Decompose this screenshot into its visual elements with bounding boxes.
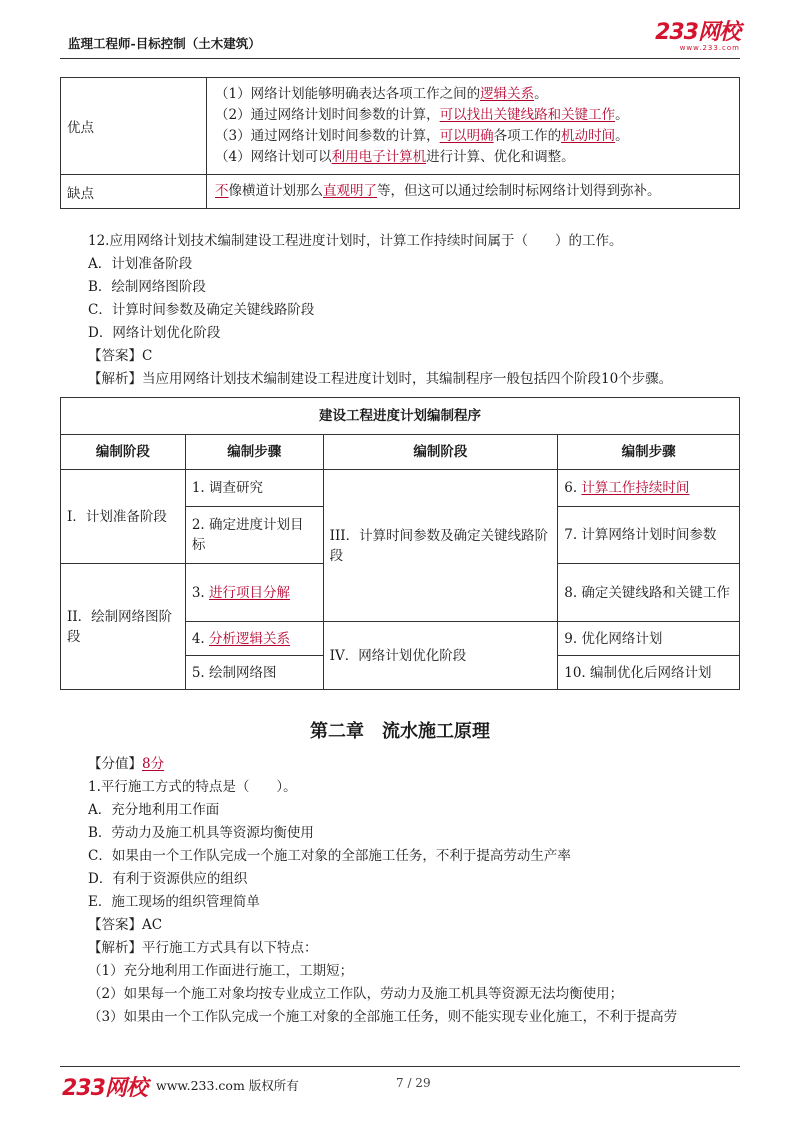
text-segment: 各项工作的 <box>493 128 562 144</box>
text-segment: （4）网络计划可以 <box>215 149 332 165</box>
step-cell <box>185 656 323 690</box>
stage-cell: IV．网络计划优化阶段 <box>323 622 558 690</box>
highlighted-text: 直观明了 <box>323 183 377 199</box>
answer: 【答案】AC <box>88 917 163 933</box>
score-value: 8分 <box>142 756 165 772</box>
text-segment: 。 <box>615 107 629 123</box>
option-b: B．劳动力及施工机具等资源均衡使用 <box>88 825 314 841</box>
option-b: B．绘制网络图阶段 <box>88 279 206 295</box>
page-footer <box>60 1066 740 1101</box>
text-segment: 8. 确定关键线路和关键工作 <box>564 584 730 601</box>
option-e: E．施工现场的组织管理简单 <box>88 894 260 910</box>
column-header: 编制阶段 <box>61 435 186 470</box>
header-title: 监理工程师-目标控制（土木建筑） <box>68 36 261 51</box>
stage-cell: III．计算时间参数及确定关键线路阶段 <box>323 470 558 622</box>
row-label: 缺点 <box>61 175 207 209</box>
highlighted-text: 进行项目分解 <box>209 584 290 601</box>
explanation: 【解析】平行施工方式具有以下特点： <box>88 940 318 956</box>
text-segment: 10. 编制优化后网络计划 <box>564 664 712 681</box>
question-12 <box>88 230 672 391</box>
stage-cell: I．计划准备阶段 <box>61 470 186 564</box>
question-1 <box>88 753 677 1029</box>
content-line <box>215 147 733 168</box>
highlighted-text: 可以明确 <box>439 128 494 144</box>
option-c: C．计算时间参数及确定关键线路阶段 <box>88 302 315 318</box>
table-header-row <box>61 435 740 470</box>
text-segment: 7. 计算网络计划时间参数 <box>564 527 717 543</box>
text-segment: （3）通过网络计划时间参数的计算， <box>215 128 440 144</box>
chapter-title: 第二章 流水施工原理 <box>310 721 490 742</box>
text-segment: （1）网络计划能够明确表达各项工作之间的 <box>215 86 481 102</box>
explanation-point: （1）充分地利用工作面进行施工，工期短； <box>88 963 354 979</box>
column-header: 编制步骤 <box>558 435 740 470</box>
step-cell <box>558 470 740 507</box>
highlighted-text: 分析逻辑关系 <box>209 630 290 647</box>
step-cell <box>185 564 323 622</box>
step-cell <box>558 564 740 622</box>
column-header: 编制步骤 <box>185 435 323 470</box>
table-row-pros <box>61 78 740 175</box>
step-cell <box>185 622 323 656</box>
cons-content <box>207 175 740 209</box>
content-line <box>215 181 733 202</box>
step-cell <box>185 507 323 564</box>
explanation: 【解析】当应用网络计划技术编制建设工程进度计划时，其编制程序一般包括四个阶段10个步骤。 <box>88 371 673 387</box>
page-header <box>60 18 740 59</box>
question-stem: 1.平行施工方式的特点是（ ）。 <box>88 779 297 795</box>
brand-logo <box>655 22 740 52</box>
page-number: 7 / 29 <box>396 1076 431 1090</box>
option-c: C．如果由一个工作队完成一个施工对象的全部施工任务，不利于提高劳动生产率 <box>88 848 571 864</box>
step-cell <box>185 470 323 507</box>
text-segment: 9. 优化网络计划 <box>564 630 663 647</box>
content-line <box>215 126 733 147</box>
step-cell <box>558 507 740 564</box>
text-segment: 等，但这可以通过绘制时标网络计划得到弥补。 <box>377 183 661 199</box>
table-row-cons <box>61 175 740 209</box>
text-segment: 1. 调查研究 <box>191 480 263 496</box>
score-line <box>88 753 677 776</box>
highlighted-text: 可以找出关键线路和关键工作 <box>439 107 616 123</box>
text-segment: 进行计算、优化和调整。 <box>426 149 575 165</box>
step-cell <box>558 656 740 690</box>
answer: 【答案】C <box>88 348 153 364</box>
option-a: A．计划准备阶段 <box>88 256 193 272</box>
text-segment: 像横道计划那么 <box>228 183 323 199</box>
text-segment: 。 <box>534 86 548 102</box>
highlighted-text: 逻辑关系 <box>480 86 535 102</box>
row-label: 优点 <box>61 78 207 175</box>
option-a: A．充分地利用工作面 <box>88 802 220 818</box>
explanation-point: （3）如果由一个工作队完成一个施工对象的全部施工任务，则不能实现专业化施工，不利于提高劳 <box>88 1009 678 1025</box>
option-d: D．有利于资源供应的组织 <box>88 871 248 887</box>
text-segment: 2. 确定进度计划目标 <box>191 517 304 553</box>
logo-text: 233网校 <box>655 20 740 45</box>
highlighted-text: 计算工作持续时间 <box>581 480 690 496</box>
explanation-point: （2）如果每一个施工对象均按专业成立工作队，劳动力及施工机具等资源无法均衡使用； <box>88 986 624 1002</box>
column-header: 编制阶段 <box>323 435 558 470</box>
copyright-text: www.233.com 版权所有 <box>156 1078 299 1093</box>
score-label: 【分值】 <box>88 756 142 772</box>
text-segment: 6. <box>564 480 582 496</box>
step-cell <box>558 622 740 656</box>
content-line <box>215 84 733 105</box>
highlighted-text: 利用电子计算机 <box>331 149 427 165</box>
highlighted-text: 不 <box>215 183 229 199</box>
text-segment: 。 <box>615 128 629 144</box>
text-segment: 3. <box>191 584 209 601</box>
option-d: D．网络计划优化阶段 <box>88 325 221 341</box>
text-segment: 5. 绘制网络图 <box>191 664 277 681</box>
text-segment: 4. <box>191 630 209 647</box>
procedure-table <box>60 397 740 690</box>
footer-logo: 233网校 <box>62 1076 147 1101</box>
table-caption: 建设工程进度计划编制程序 <box>61 398 740 435</box>
pros-cons-table <box>60 77 740 209</box>
logo-url: www.233.com <box>679 44 740 52</box>
pros-content <box>207 78 740 175</box>
text-segment: （2）通过网络计划时间参数的计算， <box>215 107 440 123</box>
highlighted-text: 机动时间 <box>561 128 616 144</box>
question-stem: 12.应用网络计划技术编制建设工程进度计划时，计算工作持续时间属于（ ）的工作。 <box>88 233 623 249</box>
content-line <box>215 105 733 126</box>
stage-cell: II．绘制网络图阶段 <box>61 564 186 690</box>
